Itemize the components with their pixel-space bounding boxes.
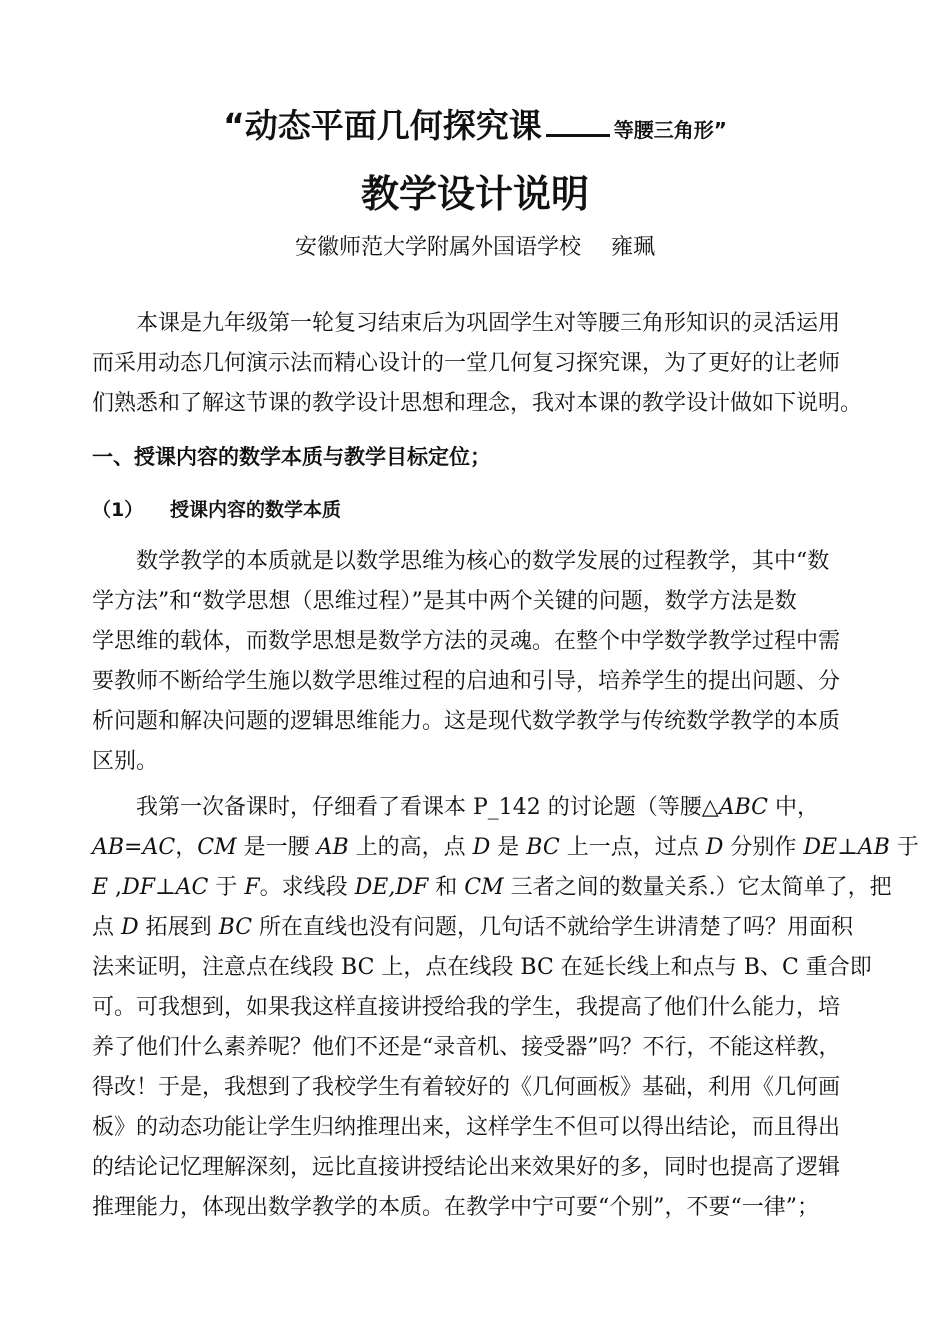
text-line: 法来证明，注意点在线段 BC 上，点在线段 BC 在延长线上和点与 B、C 重合即 (92, 955, 872, 980)
author-line (0, 228, 950, 268)
text-run: , (108, 875, 123, 900)
text-line: 得改！于是，我想到了我校学生有着较好的《几何画板》基础，利用《几何画 (92, 1075, 841, 1100)
text-line: 区别。 (92, 749, 159, 774)
math-var: D (705, 835, 724, 860)
text-run: 。求线段 (259, 875, 355, 900)
text-run: 上的高，点 (348, 835, 473, 860)
math-var: CM (197, 835, 237, 860)
math-var: AB (316, 835, 349, 860)
text-line (92, 908, 862, 948)
title-blank-line (546, 100, 610, 137)
text-run: ， (175, 835, 198, 860)
math-var: CM (464, 875, 504, 900)
text-run: 于 (208, 875, 245, 900)
math-var: D (121, 915, 139, 940)
text-run: 是 (490, 835, 527, 860)
text-line: 本课是九年级第一轮复习结束后为巩固学生对等腰三角形知识的灵活运用 (136, 311, 841, 336)
text-run: 点 (92, 915, 121, 940)
text-line: 学思维的载体，而数学思想是数学方法的灵魂。在整个中学数学教学过程中需 (92, 629, 841, 654)
author-school: 安徽师范大学附属外国语学校 (294, 235, 581, 260)
math-var: F (244, 875, 260, 900)
author-name: 雍珮 (611, 235, 656, 260)
text-line: 学方法”和“数学思想（思维过程）”是其中两个关键的问题，数学方法是数 (92, 589, 797, 614)
math-var: D (472, 835, 491, 860)
document-title (0, 100, 950, 155)
text-run: ⊥ (154, 875, 176, 900)
text-run: 所在直线也没有问题，几句话不就给学生讲清楚了吗？用面积 (252, 915, 854, 940)
math-var: DE (803, 835, 838, 860)
math-var: DE,DF (354, 875, 429, 900)
text-line (92, 788, 862, 828)
text-run: 上一点，过点 (559, 835, 706, 860)
text-line (92, 828, 919, 868)
text-line: 要教师不断给学生施以数学思维过程的启迪和引导，培养学生的提出问题、分 (92, 669, 841, 694)
body-paragraph-lesson-prep (92, 788, 919, 1228)
text-line (92, 868, 892, 908)
body-paragraph-essence (92, 542, 862, 782)
math-var: DF (122, 875, 155, 900)
subsection-heading (92, 490, 862, 530)
text-run: 分别作 (723, 835, 804, 860)
math-var: AB (857, 835, 890, 860)
text-run: 拓展到 (138, 915, 219, 940)
text-line: 数学教学的本质就是以数学思维为核心的数学发展的过程教学，其中“数 (136, 549, 830, 574)
intro-paragraph (92, 304, 862, 424)
text-run: 我第一次备课时，仔细看了看课本 P_142 的讨论题（等腰△ (136, 795, 719, 820)
text-run: 和 (428, 875, 465, 900)
math-var: ABC (718, 795, 768, 820)
text-line: 可。可我想到，如果我这样直接讲授给我的学生，我提高了他们什么能力，培 (92, 995, 841, 1020)
text-line: 的结论记忆理解深刻，远比直接讲授结论出来效果好的多，同时也提高了逻辑 (92, 1155, 841, 1180)
text-run: ⊥ (837, 835, 858, 860)
text-line: 养了他们什么素养呢？他们不还是“录音机、接受器”吗？不行，不能这样教， (92, 1035, 841, 1060)
math-var: BC (526, 835, 560, 860)
math-var: BC (218, 915, 253, 940)
title-topic: 等腰三角形” (613, 118, 727, 142)
text-line: 而采用动态几何演示法而精心设计的一堂几何复习探究课，为了更好的让老师 (92, 351, 841, 376)
text-run: 于 (889, 835, 919, 860)
text-line: 推理能力，体现出数学教学的本质。在教学中宁可要“个别”，不要“一律”； (92, 1195, 819, 1220)
title-main: “动态平面几何探究课 (223, 106, 542, 145)
text-run: 是一腰 (236, 835, 317, 860)
subsection-number: （1） (92, 499, 144, 521)
text-line: 们熟悉和了解这节课的教学设计思想和理念，我对本课的教学设计做如下说明。 (92, 391, 863, 416)
math-var: AB=AC (92, 835, 176, 860)
subsection-title: 授课内容的数学本质 (170, 499, 342, 521)
math-var: AC (175, 875, 209, 900)
math-var: E (92, 875, 109, 900)
text-run: 三者之间的数量关系.）它太简单了，把 (503, 875, 892, 900)
text-run: 中， (768, 795, 819, 820)
section-heading: 一、授课内容的数学本质与教学目标定位； (92, 445, 491, 469)
text-line: 板》的动态功能让学生归纳推理出来，这样学生不但可以得出结论，而且得出 (92, 1115, 841, 1140)
text-line: 析问题和解决问题的逻辑思维能力。这是现代数学教学与传统数学教学的本质 (92, 709, 841, 734)
document-subtitle: 教学设计说明 (360, 172, 589, 216)
